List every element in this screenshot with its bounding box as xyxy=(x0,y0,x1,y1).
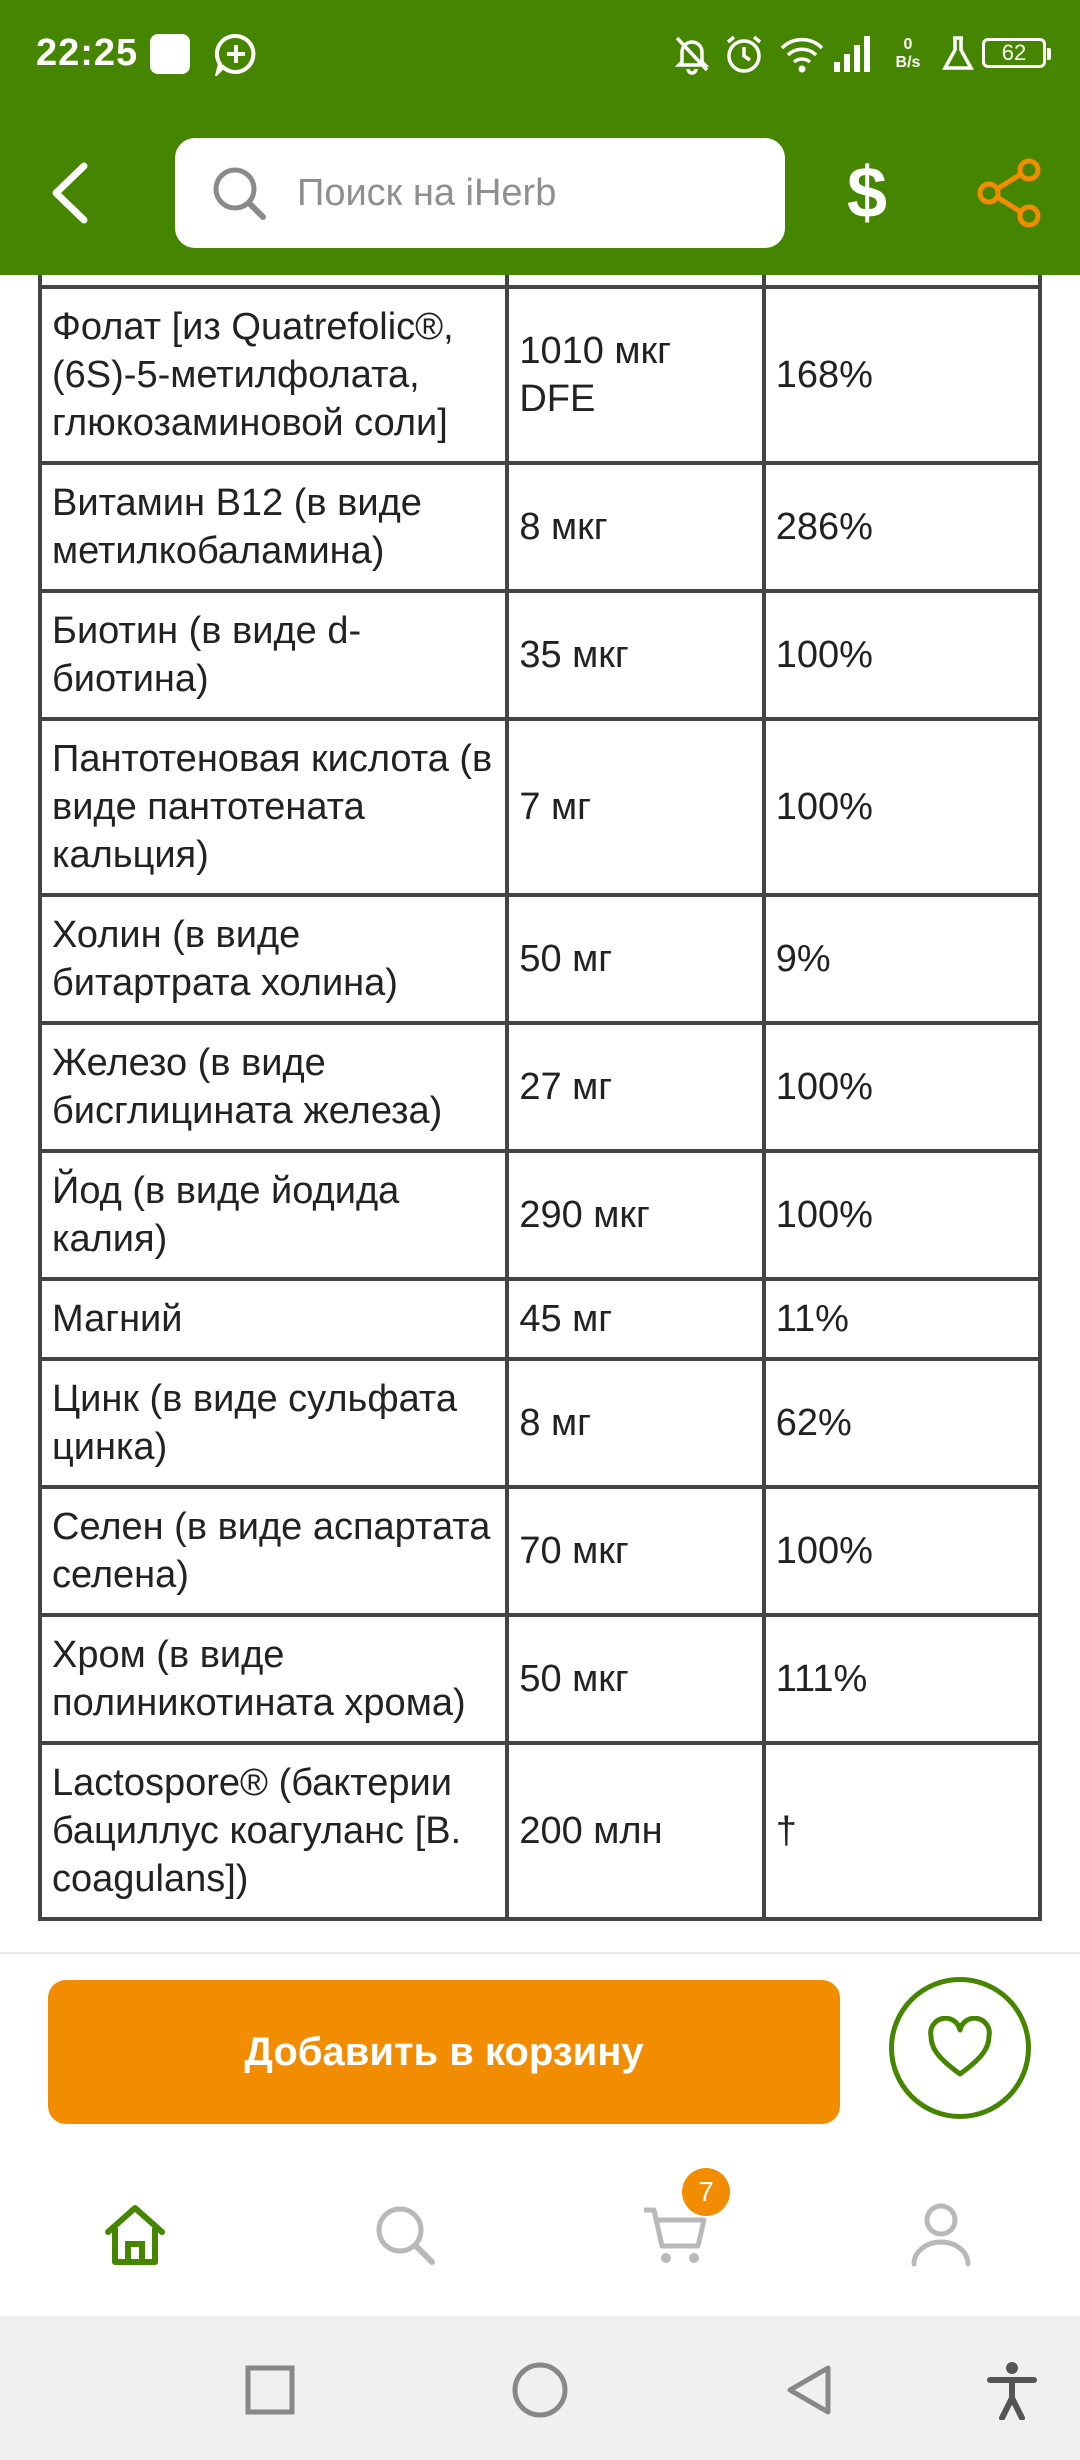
nutrient-name-cell: Цинк (в виде сульфата цинка) xyxy=(40,1359,507,1487)
daily-value-cell: 100% xyxy=(764,1487,1040,1615)
battery-indicator: 62 xyxy=(982,38,1046,68)
system-navigation-bar xyxy=(0,2316,1080,2460)
nutrient-name-cell: Железо (в виде бисглицината железа) xyxy=(40,1023,507,1151)
back-button[interactable] xyxy=(38,158,108,228)
alarm-icon xyxy=(722,30,766,78)
wishlist-button[interactable] xyxy=(889,1977,1031,2119)
network-speed xyxy=(888,36,928,72)
add-to-cart-button[interactable]: Добавить в корзину xyxy=(48,1980,840,2124)
mute-bell-icon xyxy=(670,30,714,78)
home-icon xyxy=(100,2200,170,2270)
square-icon xyxy=(244,2364,296,2416)
table-row xyxy=(40,1743,1040,1919)
home-system-button[interactable] xyxy=(510,2360,570,2420)
nutrient-name-cell: Хром (в виде полиникотината хрома) xyxy=(40,1615,507,1743)
nav-cart[interactable] xyxy=(630,2176,720,2280)
currency-button[interactable]: $ xyxy=(846,153,888,233)
circle-icon xyxy=(510,2360,570,2420)
amount-cell: 8 мг xyxy=(507,1359,763,1487)
search-bar[interactable] xyxy=(175,138,785,248)
status-time: 22:25 xyxy=(36,32,139,74)
amount-cell: 7 мг xyxy=(507,719,763,895)
daily-value-cell: 62% xyxy=(764,1359,1040,1487)
supplement-facts-section[interactable] xyxy=(0,275,1080,1952)
search-icon xyxy=(209,163,269,223)
nutrient-name-cell: Фолат [из Quatrefolic®, (6S)-5-метилфолата, глюкозаминовой соли] xyxy=(40,287,507,463)
daily-value-cell: 100% xyxy=(764,1023,1040,1151)
amount-cell: 200 млн xyxy=(507,1743,763,1919)
back-arrow-icon xyxy=(38,158,108,228)
amount-cell: 1010 мкг DFE xyxy=(507,287,763,463)
table-row xyxy=(40,895,1040,1023)
network-speed-unit: B/s xyxy=(895,54,921,71)
nutrient-name-cell: Пантотеновая кислота (в виде пантотената кальция) xyxy=(40,719,507,895)
search-icon xyxy=(372,2202,438,2268)
table-row xyxy=(40,719,1040,895)
search-input[interactable] xyxy=(295,171,719,216)
amount-cell: 27 мг xyxy=(507,1023,763,1151)
accessibility-icon xyxy=(984,2360,1040,2420)
recent-apps-button[interactable] xyxy=(240,2360,300,2420)
daily-value-cell: 100% xyxy=(764,1151,1040,1279)
table-row xyxy=(40,1487,1040,1615)
nutrient-name-cell: Йод (в виде йодида калия) xyxy=(40,1151,507,1279)
app-header xyxy=(0,0,1080,275)
share-button[interactable] xyxy=(975,156,1045,230)
accessibility-button[interactable] xyxy=(982,2360,1042,2420)
nutrient-name-cell: Селен (в виде аспартата селена) xyxy=(40,1487,507,1615)
amount-cell: 50 мкг xyxy=(507,1615,763,1743)
amount-cell: 290 мкг xyxy=(507,1151,763,1279)
heart-icon xyxy=(925,2016,995,2080)
table-row-partial xyxy=(40,275,1040,287)
nav-search[interactable] xyxy=(360,2190,450,2280)
daily-value-cell: † xyxy=(764,1743,1040,1919)
product-action-bar xyxy=(0,1952,1080,2152)
table-row xyxy=(40,1615,1040,1743)
daily-value-cell: 100% xyxy=(764,591,1040,719)
table-row xyxy=(40,591,1040,719)
daily-value-cell: 168% xyxy=(764,287,1040,463)
table-row xyxy=(40,1023,1040,1151)
daily-value-cell: 111% xyxy=(764,1615,1040,1743)
daily-value-cell: 100% xyxy=(764,719,1040,895)
daily-value-cell: 11% xyxy=(764,1279,1040,1359)
amount-cell: 70 мкг xyxy=(507,1487,763,1615)
table-row xyxy=(40,1151,1040,1279)
nutrient-name-cell: Магний xyxy=(40,1279,507,1359)
share-icon xyxy=(975,156,1045,230)
network-speed-value: 0 xyxy=(903,36,913,53)
amount-cell: 35 мкг xyxy=(507,591,763,719)
supplement-facts-table xyxy=(38,275,1042,1921)
amount-cell: 8 мкг xyxy=(507,463,763,591)
whatsapp-icon xyxy=(214,30,258,78)
table-row xyxy=(40,287,1040,463)
nutrient-name-cell: Биотин (в виде d-биотина) xyxy=(40,591,507,719)
bottom-navigation xyxy=(0,2150,1080,2316)
wifi-icon xyxy=(778,30,826,78)
signal-icon xyxy=(830,30,874,78)
cart-count-badge: 7 xyxy=(682,2168,730,2216)
amount-cell: 45 мг xyxy=(507,1279,763,1359)
table-row xyxy=(40,463,1040,591)
nav-account[interactable] xyxy=(896,2190,986,2280)
daily-value-cell: 286% xyxy=(764,463,1040,591)
user-icon xyxy=(908,2200,974,2270)
amount-cell: 50 мг xyxy=(507,895,763,1023)
back-system-button[interactable] xyxy=(780,2360,840,2420)
nutrient-name-cell: Витамин B12 (в виде метилкобаламина) xyxy=(40,463,507,591)
flask-icon xyxy=(940,30,976,78)
status-bar xyxy=(0,0,1080,110)
table-row xyxy=(40,1359,1040,1487)
toolbar xyxy=(0,128,1080,258)
app-notification-icon xyxy=(148,30,192,78)
table-row xyxy=(40,1279,1040,1359)
triangle-back-icon xyxy=(782,2362,838,2418)
nutrient-name-cell: Холин (в виде битартрата холина) xyxy=(40,895,507,1023)
daily-value-cell: 9% xyxy=(764,895,1040,1023)
nutrient-name-cell: Lactospore® (бактерии бациллус коагуланс [B. coagulans]) xyxy=(40,1743,507,1919)
nav-home[interactable] xyxy=(90,2190,180,2280)
